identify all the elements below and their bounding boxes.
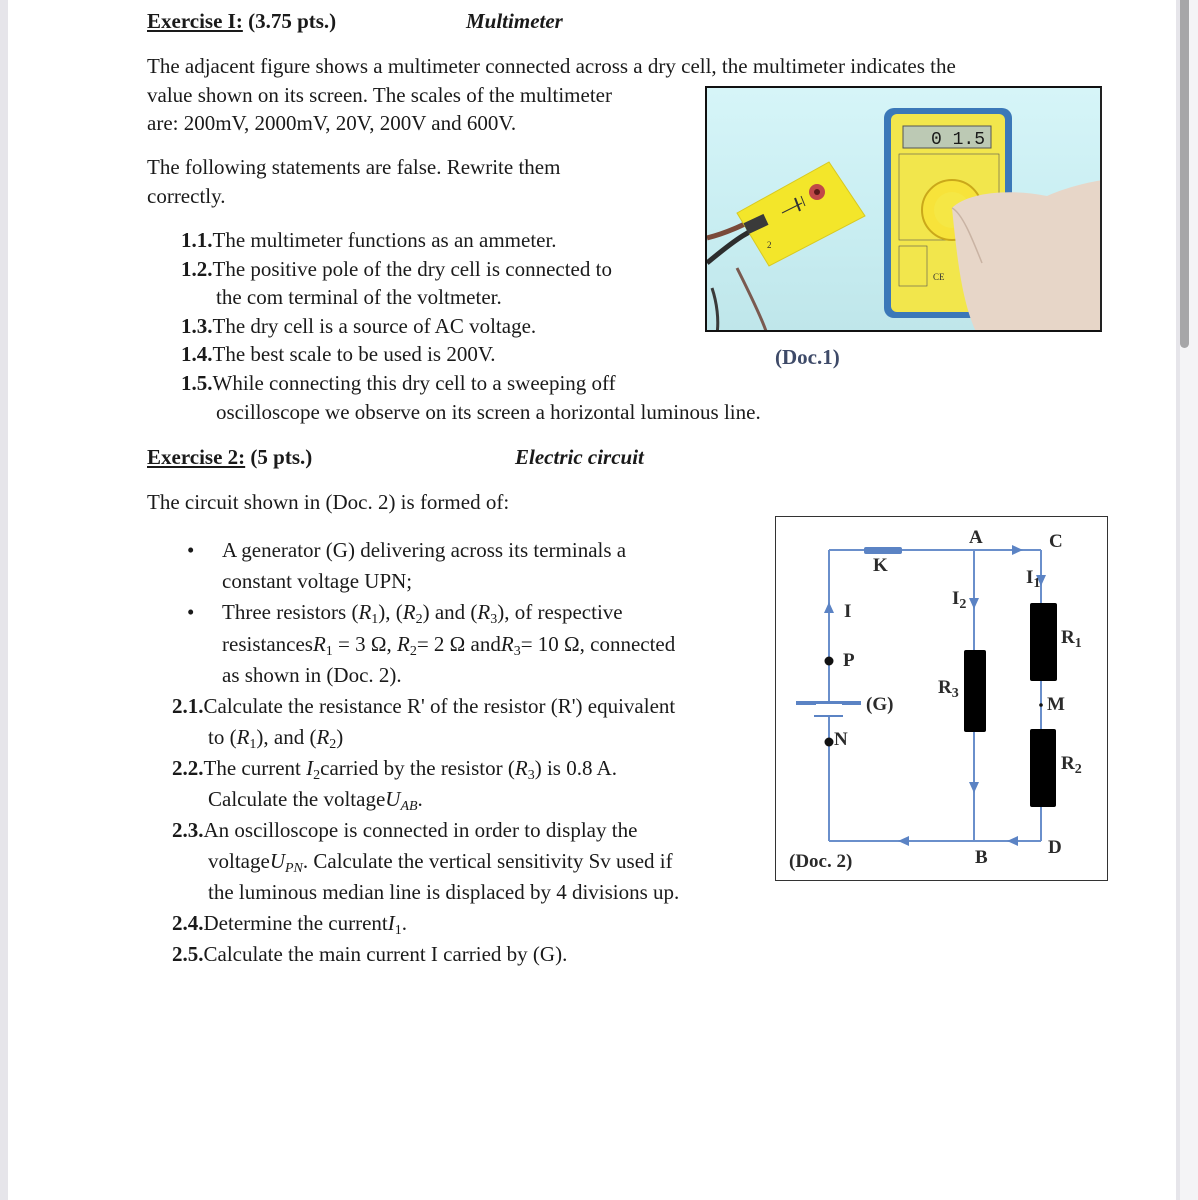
doc2-caption: (Doc. 2) <box>789 851 853 872</box>
question-2-3-cont1: voltageU$_{PN}$. Calculate the vertical sensitivity Sv used if <box>208 849 673 876</box>
circuit-diagram <box>775 516 1108 881</box>
resistor-label-r2: $R_2$ <box>1061 753 1082 777</box>
node-label-d: D <box>1048 837 1062 858</box>
exercise1-instruction-line2: correctly. <box>147 184 226 208</box>
question-2-3: 2.3.An oscilloscope is connected in order to display the <box>172 818 638 842</box>
exercise2-heading <box>147 443 312 472</box>
question-2-5: 2.5.Calculate the main current I carried by (G). <box>172 942 568 966</box>
scrollbar-thumb[interactable] <box>1180 0 1189 348</box>
svg-text:2: 2 <box>767 240 772 250</box>
switch-k <box>864 547 902 554</box>
bullet1-line1: A generator (G) delivering across its terminals a <box>222 538 627 562</box>
current-label-i: I <box>844 601 852 622</box>
statement-1-2-cont: the com terminal of the voltmeter. <box>216 285 502 309</box>
node-label-m: M <box>1047 694 1065 715</box>
generator-label-g: (G) <box>866 694 894 715</box>
statement-1-2: 1.2.The positive pole of the dry cell is connected to <box>181 257 612 281</box>
node-label-b: B <box>975 847 988 868</box>
exercise1-points: (3.75 pts.) <box>242 9 337 33</box>
bullet2-line2: resistancesR$_1$ = 3 Ω, $R_2= 2$ Ω andR$_3$= 10 Ω, connected <box>222 632 676 659</box>
node-label-c: C <box>1049 531 1063 552</box>
exercise1-instruction-line1: The following statements are false. Rewrite them <box>147 155 561 179</box>
current-label-i2: $I_2$ <box>952 588 967 612</box>
question-2-1-cont: to $(R_1)$, and $(R_2)$ <box>208 725 344 752</box>
bullet2-line3: as shown in (Doc. 2). <box>222 663 402 687</box>
bullet1-line2: constant voltage UPN; <box>222 569 413 593</box>
statement-1-5-cont: oscilloscope we observe on its screen a horizontal luminous line. <box>216 400 761 424</box>
bullet-dot-icon: • <box>187 600 195 624</box>
exercise1-label: Exercise I: <box>147 9 243 33</box>
bullet-dot-icon: • <box>187 538 195 562</box>
question-2-1: 2.1.Calculate the resistance R' of the resistor (R') equivalent <box>172 694 676 718</box>
question-2-2: 2.2.The current $I_2carried$ by the resistor $(R_3)$ is 0.8 A. <box>172 756 617 783</box>
question-2-4: 2.4.Determine the currentI$_1$. <box>172 911 407 938</box>
exercise2-topic: Electric circuit <box>515 445 644 469</box>
doc1-caption: (Doc.1) <box>775 345 840 369</box>
statement-1-1: 1.1.The multimeter functions as an ammeter. <box>181 228 557 252</box>
exercise1-intro-line3: are: 200mV, 2000mV, 20V, 200V and 600V. <box>147 111 517 135</box>
exercise1-topic: Multimeter <box>466 9 563 33</box>
terminal-label-p: P <box>843 650 855 671</box>
question-2-2-cont: Calculate the voltageU$_{AB}$. <box>208 787 423 814</box>
resistor-label-r3: $R_3$ <box>938 677 959 701</box>
switch-label-k: K <box>873 555 888 576</box>
current-label-i1: $I_1$ <box>1026 567 1041 591</box>
exercise1-heading <box>147 7 336 36</box>
exercise2-label: Exercise 2: <box>147 445 246 469</box>
exercise2-intro: The circuit shown in (Doc. 2) is formed of: <box>147 490 510 514</box>
node-label-a: A <box>969 527 983 548</box>
statement-1-4: 1.4.The best scale to be used is 200V. <box>181 342 496 366</box>
exercise2-points: (5 pts.) <box>245 445 313 469</box>
resistor-label-r1: $R_1$ <box>1061 627 1082 651</box>
statement-1-3: 1.3.The dry cell is a source of AC voltage. <box>181 314 537 338</box>
multimeter-reading: 0 1.5 <box>930 130 985 150</box>
svg-text:CE: CE <box>933 272 945 282</box>
exercise1-intro-line2: value shown on its screen. The scales of the multimeter <box>147 83 612 107</box>
question-2-3-cont2: the luminous median line is displaced by 4 divisions up. <box>208 880 680 904</box>
bullet2-line1: Three resistors $(R_1)$, $(R_2)$ and $(R_3)$, of respective <box>222 600 623 627</box>
statement-1-5: 1.5.While connecting this dry cell to a sweeping off <box>181 371 616 395</box>
exercise1-intro-line1: The adjacent figure shows a multimeter connected across a dry cell, the multimeter indicates the <box>147 54 956 78</box>
multimeter-photo <box>705 86 1102 332</box>
terminal-label-n: N <box>834 729 848 750</box>
multimeter-illustration <box>707 88 1102 332</box>
